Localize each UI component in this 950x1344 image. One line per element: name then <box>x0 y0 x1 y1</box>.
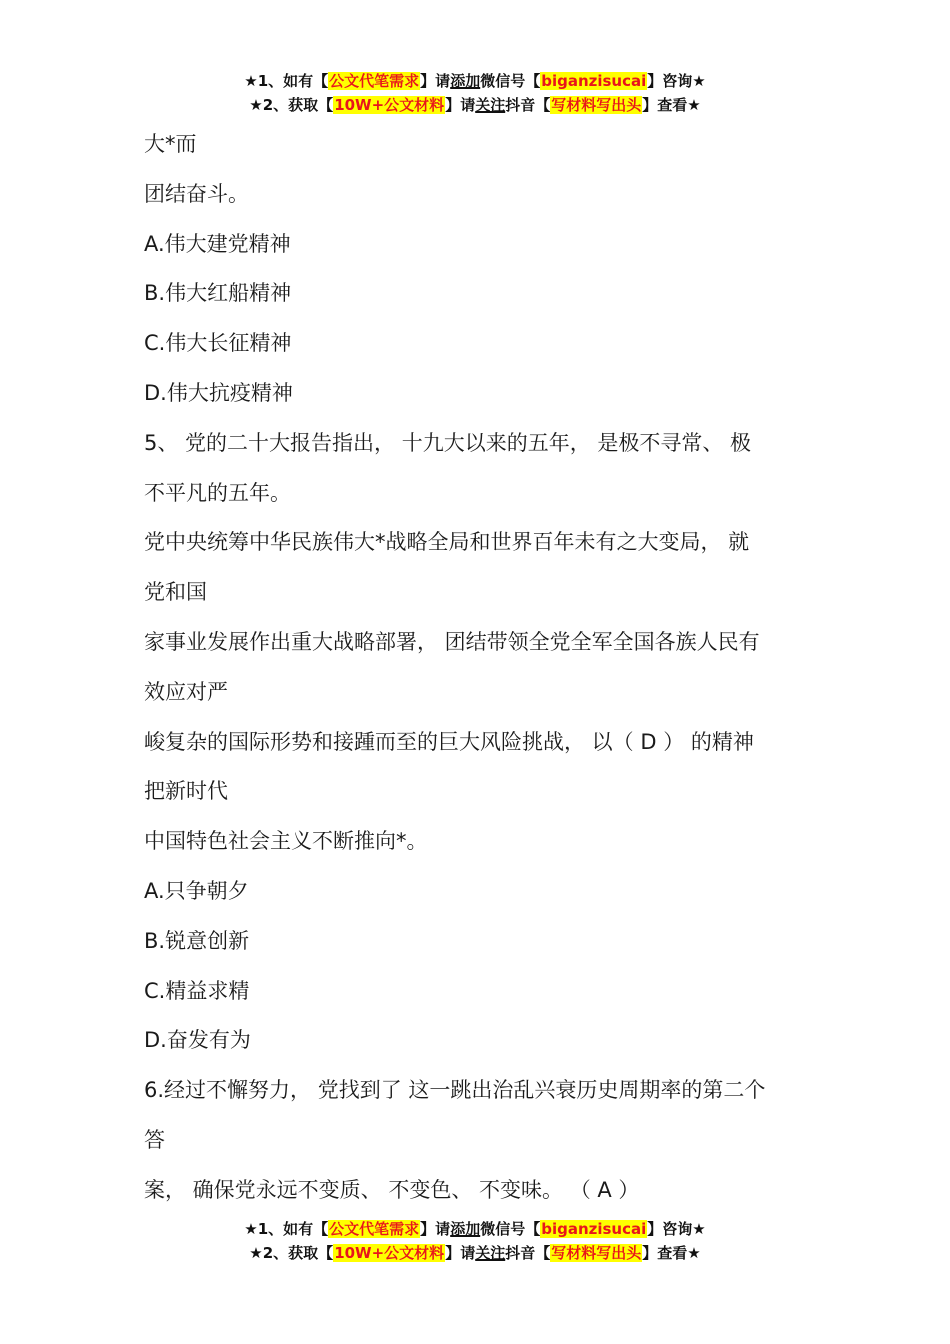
highlight-service: 公文代笔需求 <box>329 72 420 90</box>
banner-line-2: ★2、获取【10W+公文材料】请关注抖音【写材料写出头】查看★ <box>249 1244 701 1262</box>
paragraph: 峻复杂的国际形势和接踵而至的巨大风险挑战， 以（ D ） 的精神 <box>144 729 754 754</box>
paragraph: 家事业发展作出重大战略部署， 团结带领全党全军全国各族人民有 <box>144 629 760 654</box>
option-b: B.锐意创新 <box>144 928 250 953</box>
banner-line-2: ★2、获取【10W+公文材料】请关注抖音【写材料写出头】查看★ <box>249 96 701 114</box>
question-6: 6.经过不懈努力， 党找到了 这一跳出治乱兴衰历史周期率的第二个 <box>144 1078 766 1103</box>
footer-banner <box>0 1217 950 1265</box>
paragraph: 中国特色社会主义不断推向*。 <box>144 829 428 854</box>
option-a: A.伟大建党精神 <box>144 231 291 256</box>
highlight-materials: 10W+公文材料 <box>334 1244 445 1262</box>
highlight-wechat-id: biganzisucai <box>541 72 647 90</box>
question-5: 5、 党的二十大报告指出， 十九大以来的五年， 是极不寻常、 极 <box>144 430 752 455</box>
option-a: A.只争朝夕 <box>144 878 249 903</box>
option-d: D.伟大抗疫精神 <box>144 380 293 405</box>
paragraph: 效应对严 <box>144 679 228 704</box>
paragraph: 团结奋斗。 <box>144 181 249 206</box>
option-b: B.伟大红船精神 <box>144 281 292 306</box>
highlight-materials: 10W+公文材料 <box>334 96 445 114</box>
highlight-wechat-id: biganzisucai <box>541 1220 647 1238</box>
highlight-douyin-id: 写材料写出头 <box>551 1244 642 1262</box>
paragraph: 答 <box>144 1127 165 1152</box>
paragraph: 不平凡的五年。 <box>144 480 291 505</box>
option-c: C.伟大长征精神 <box>144 331 292 356</box>
paragraph: 案， 确保党永远不变质、 不变色、 不变味。 （ A ） <box>144 1177 640 1202</box>
document-body <box>144 120 824 1216</box>
paragraph: 党和国 <box>144 580 207 605</box>
option-d: D.奋发有为 <box>144 1028 251 1053</box>
paragraph: 把新时代 <box>144 779 228 804</box>
highlight-service: 公文代笔需求 <box>329 1220 420 1238</box>
banner-line-1: ★1、如有【公文代笔需求】请添加微信号【biganzisucai】咨询★ <box>244 72 706 90</box>
paragraph: 大*而 <box>144 132 197 156</box>
paragraph: 党中央统筹中华民族伟大*战略全局和世界百年未有之大变局， 就 <box>144 530 750 555</box>
banner-line-1: ★1、如有【公文代笔需求】请添加微信号【biganzisucai】咨询★ <box>244 1220 706 1238</box>
highlight-douyin-id: 写材料写出头 <box>551 96 642 114</box>
header-banner <box>0 69 950 117</box>
option-c: C.精益求精 <box>144 978 250 1003</box>
